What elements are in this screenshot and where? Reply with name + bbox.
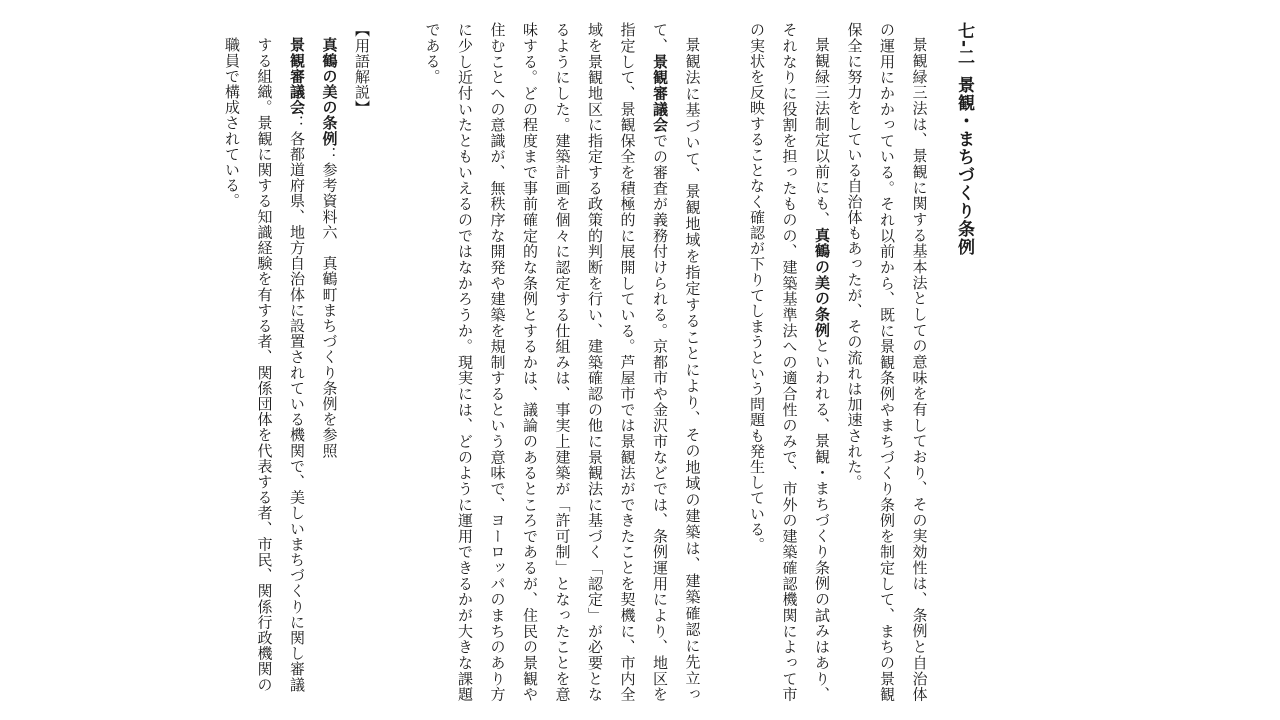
term-landscape-council: 景観審議会 [651,53,669,133]
section-title: 景観・まちづくり条例 [954,76,974,257]
paragraph-2 [741,22,839,702]
glossary-item [216,22,314,702]
glossary-term: 景観審議会 [288,37,306,115]
term-manazuru-ordinance: 真鶴の美の条例 [813,227,831,338]
glossary-definition: ：各都道府県、地方自治体に設置されている機関で、美しいまちづくりに関し審議する組織。景観に関する知識経験を有する者、関係団体を代表する者、市民、関係行政機関の職員で構成されている。 [223,37,306,693]
glossary-heading: 【用語解説】 [353,22,371,116]
paragraph-1: 景観緑三法は、景観に関する基本法としての意味を有しており、その実効性は、条例と自治体の運用にかかっている。それ以前から、既に景観条例やまちづくり条例を制定して、まちの景観保全に努力をしている自治体もあったが、その流れは加速された。 [845,22,929,702]
paragraph-3-text-a: 景観法に基づいて、景観地域を指定することにより、その地域の建築は、建築確認に先立って、 [651,22,702,702]
section-number: 七-二 [954,22,974,67]
paragraph-3-text-b: での審査が義務付けられる。京都市や金沢市などでは、条例運用により、地区を指定して、景観保全を積極的に展開している。芦屋市では景観法ができたことを契機に、市内全域を景観地区に指定する政策的判断を行い、建築確認の他に景観法に基づく「認定」が必要となるようにした。建築計画を個々に認定する仕組みは、事実上建築が「許可制」となったことを意味する。どの程度まで事前確定的な条例とするかは、議論のあるところであるが、住民の景観や住むことへの意識が、無秩序な開発や建築を規制するという意味で、ヨーロッパのまちのあり方に少し近付いたともいえるのではなかろうか。現実には、どのように運用できるかが大きな課題である。 [423,22,669,702]
glossary-item [313,22,346,702]
paragraph-2-text-a: 景観緑三法制定以前にも、 [813,37,831,228]
glossary-term: 真鶴の美の条例 [320,37,339,147]
paragraph-2-text-b: といわれる、景観・まちづくり条例の試みはあり、それなりに役割を担ったものの、建築基準法への適合性のみで、市外の建築確認機関によって市の実状を反映することなく確認が下りてしまうという問題も発生している。 [748,22,831,703]
paragraph-3 [416,22,709,702]
section-heading [948,22,981,702]
vertical-text-body [216,22,981,702]
glossary-definition: ：参考資料六 真鶴町まちづくり条例を参照 [320,146,339,459]
